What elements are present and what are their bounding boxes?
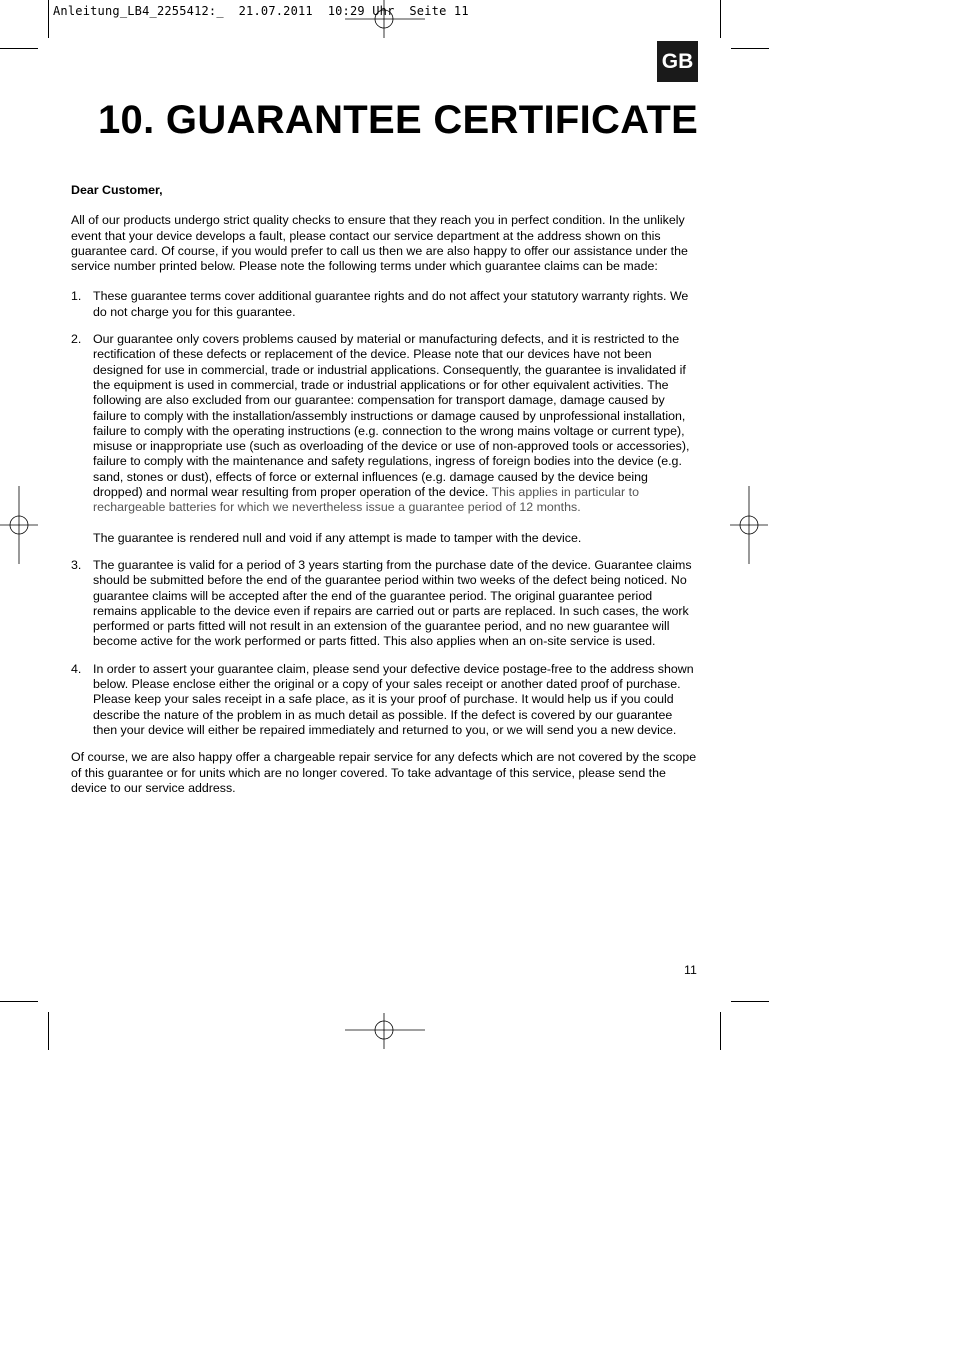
document-body: [71, 183, 699, 796]
crop-mark: [731, 48, 769, 49]
registration-mark-icon: [730, 486, 770, 564]
closing-paragraph: Of course, we are also happy offer a chargeable repair service for any defects which are not covered by the scope of this guarantee or for units which are no longer covered. To take advantage of this service, please send the device to our service address.: [71, 750, 697, 795]
list-item-text: In order to assert your guarantee claim, please send your defective device postage-free to the address shown below. Please enclose either the original or a copy of your sales receipt or another dated proof of purchase. Please keep your sales receipt in a safe place, as it is your proof of purchase. It would help us if you could describe the nature of the problem in as much detail as possible. If the defect is covered by our guarantee then your device will either be repaired immediately and returned to you, or we will send you a new device.: [93, 661, 694, 737]
list-item-text-main: Our guarantee only covers problems caused by material or manufacturing defects, and it is restricted to the rectification of these defects or replacement of the device. Please note that our devices have not been designed for use in commercial, trade or industrial applications. Consequently, the guarantee is invalidated if the equipment is used in commercial, trade or industrial applications or for other equivalent activities. The following are also excluded from our guarantee: compensation for transport damage, damage caused by failure to comply with the installation/assembly instructions or damage caused by unprofessional installation, failure to comply with the operating instructions (e.g. connection to the wrong mains voltage or current type), misuse or inappropriate use (such as overloading of the device or use of non-approved tools or accessories), failure to comply with the maintenance and safety regulations, ingress of foreign bodies into the device (e.g. sand, stones or dust), effects of force or external influences (e.g. damage caused by the device being dropped) and normal wear resulting from proper operation of the device.: [93, 332, 690, 500]
list-item-text: [93, 332, 699, 516]
page-title: 10. GUARANTEE CERTIFICATE: [98, 98, 699, 142]
intro-paragraph: All of our products undergo strict quality checks to ensure that they reach you in perfect condition. In the unlikely event that your device develops a fault, please contact our service department at the address shown on this guarantee card. Of course, if you would prefer to call us then we are also happy to offer our assistance under the service number printed below. Please note the following terms under which guarantee claims can be made:: [71, 213, 688, 274]
list-item-text: These guarantee terms cover additional guarantee rights and do not affect your statutory warranty rights. We do not charge you for this guarantee.: [93, 289, 689, 319]
list-item-number: 2.: [71, 332, 82, 347]
registration-mark-icon: [0, 486, 40, 564]
crop-mark: [720, 0, 721, 38]
crop-mark: [0, 1001, 38, 1002]
crop-mark: [0, 48, 38, 49]
list-item-number: 3.: [71, 557, 82, 572]
list-item-text: The guarantee is valid for a period of 3 years starting from the purchase date of the device. Guarantee claims should be submitted before the end of the guarantee period within two weeks of the defect being noticed. No guarantee claims will be accepted after the end of the guarantee period. The original guarantee period remains applicable to the device even if repairs are carried out or parts are replaced. In such cases, the work performed or parts fitted will not result in an extension of the guarantee period, and no new guarantee will become active for the work performed or parts fitted. This also applies when an on-site service is used.: [93, 557, 692, 649]
crop-mark: [731, 1001, 769, 1002]
list-item: [71, 558, 699, 650]
crop-mark: [720, 1012, 721, 1050]
tamper-note: The guarantee is rendered null and void if any attempt is made to tamper with the device.: [93, 530, 582, 545]
list-item-number: 1.: [71, 289, 82, 304]
print-slug: Anleitung_LB4_2255412:_ 21.07.2011 10:29 Uhr Seite 11: [53, 4, 469, 18]
page-number: 11: [684, 963, 697, 977]
list-item: [71, 289, 699, 320]
salutation: Dear Customer,: [71, 183, 163, 197]
crop-mark: [48, 1012, 49, 1050]
registration-mark-icon: [345, 0, 425, 40]
terms-list: [71, 289, 699, 738]
language-badge: GB: [657, 41, 698, 82]
list-item: [71, 332, 699, 546]
battery-note: This applies in particular to rechargeable batteries for which we nevertheless issue a guarantee period of 12 months.: [93, 485, 639, 515]
crop-mark: [48, 0, 49, 38]
list-item: [71, 662, 699, 738]
list-item-number: 4.: [71, 661, 82, 676]
registration-mark-icon: [345, 1011, 425, 1051]
